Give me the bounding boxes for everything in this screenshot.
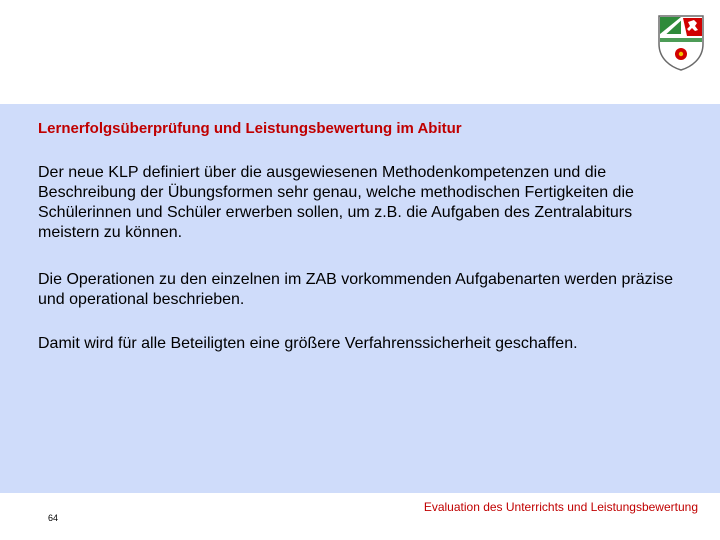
paragraph-methodenkompetenzen: Der neue KLP definiert über die ausgewiesenen Methodenkompetenzen und die Beschreibung der Übungsformen sehr genau, welche methodischen Fertigkeiten die Schülerinnen und Schüler erwerben sollen, um z.B. die Aufgaben des Zentralabiturs meistern zu können. [38, 164, 634, 241]
slide-title: Lernerfolgsüberprüfung und Leistungsbewertung im Abitur [38, 120, 462, 137]
paragraph-operationen: Die Operationen zu den einzelnen im ZAB vorkommenden Aufgabenarten werden präzise und operational beschrieben. [38, 271, 674, 308]
paragraph-verfahrenssicherheit: Damit wird für alle Beteiligten eine größere Verfahrenssicherheit geschaffen. [38, 335, 578, 352]
footer-text: Evaluation des Unterrichts und Leistungsbewertung [423, 500, 698, 514]
page-number: 64 [48, 513, 59, 523]
coat-of-arms-icon [657, 14, 705, 72]
